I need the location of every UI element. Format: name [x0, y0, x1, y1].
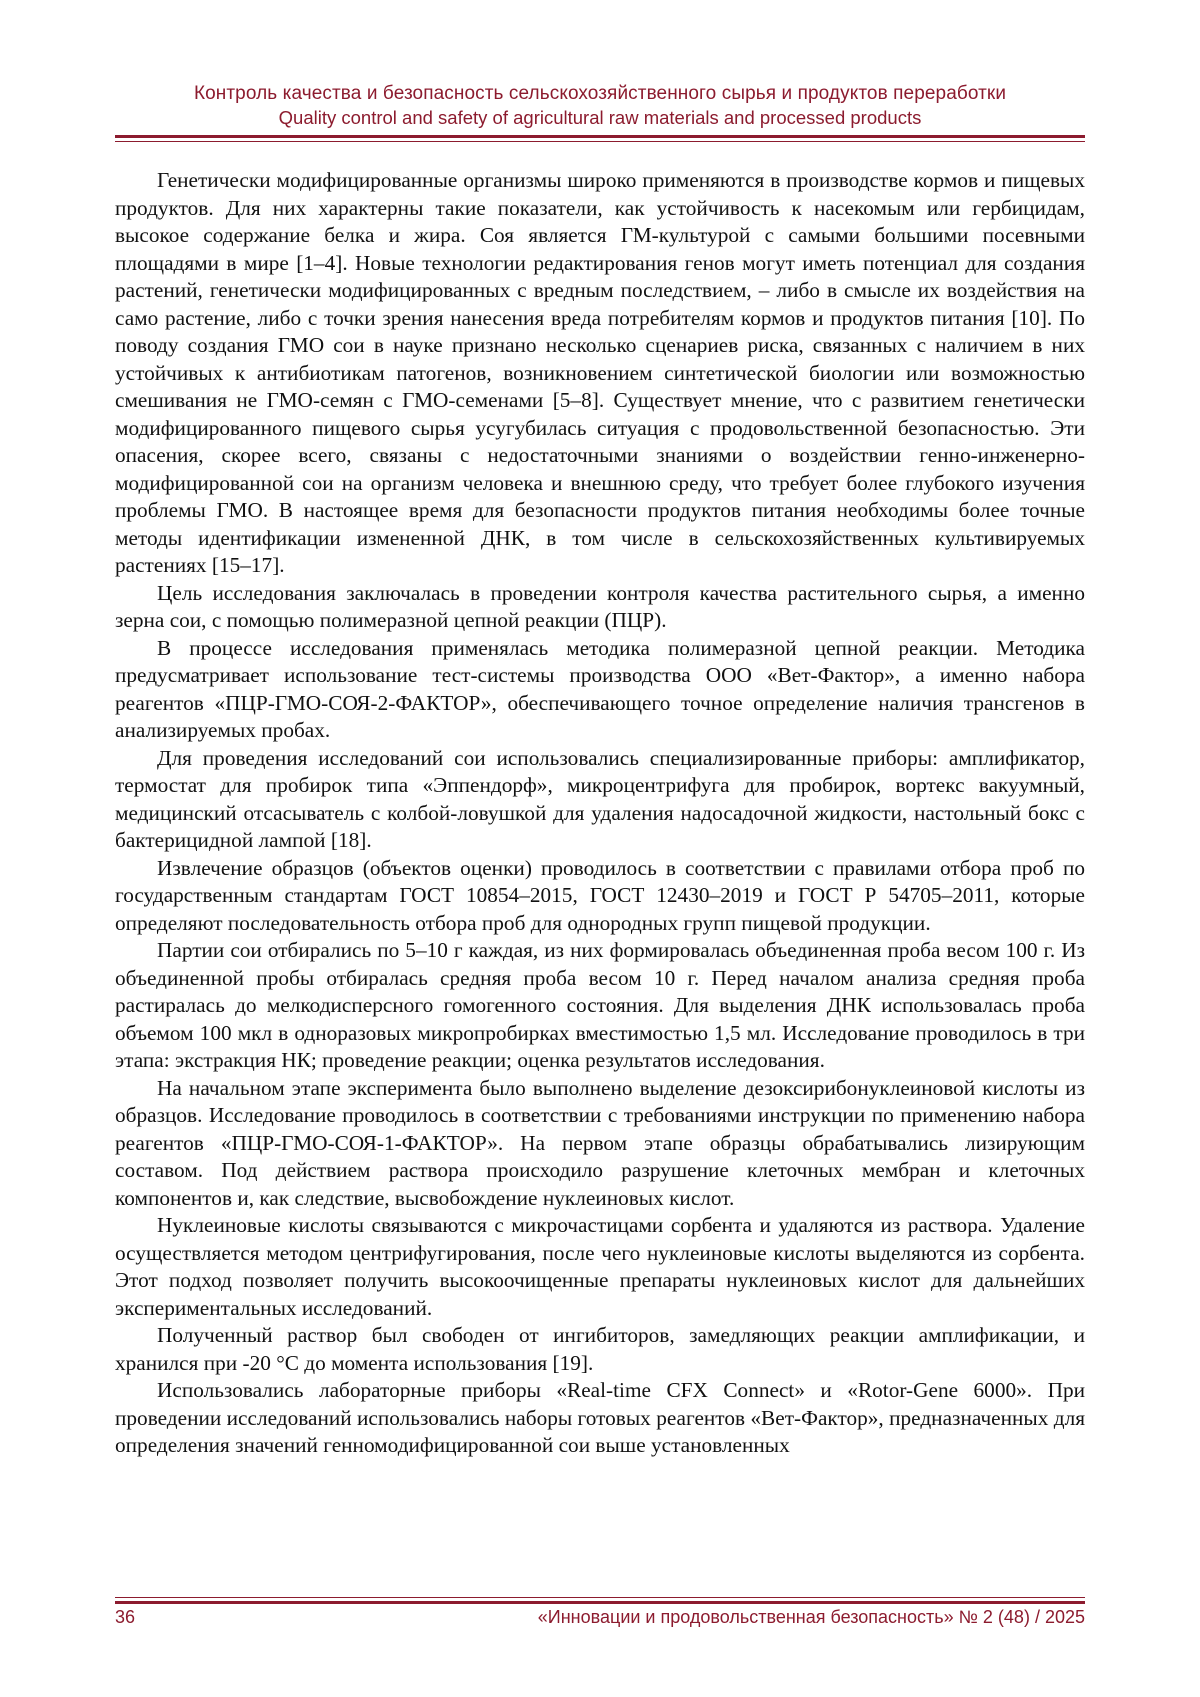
paragraph: Генетически модифицированные организмы широко применяются в производстве кормов и пищевых продуктов. Для них характерны такие показатели, как устойчивость к насекомым или гербицидам, высокое содержание белка и жира. Соя является ГМ-культурой с самыми большими посевными площадями в мире [1–4]. Новые технологии редактирования генов могут иметь потенциал для создания растений, генетически модифицированных с вредным последствием, – либо в смысле их воздействия на само растение, либо с точки зрения нанесения вреда потребителям кормов и продуктов питания [10]. По поводу создания ГМО сои в науке признано несколько сценариев риска, связанных с наличием в них устойчивых к антибиотикам патогенов, возникновением синтетической биологии или возможностью смешивания не ГМО-семян с ГМО-семенами [5–8]. Существует мнение, что с развитием генетически модифицированного пищевого сырья усугубилась ситуация с продовольственной безопасностью. Эти опасения, скорее всего, связаны с недостаточными знаниями о воздействии генно-инженерно- модифицированной сои на организм человека и внешнюю среду, что требует более глубокого изучения проблемы ГМО. В настоящее время для безопасности продуктов питания необходимы более точные методы идентификации измененной ДНК, в том числе в сельскохозяйственных культивируемых растениях [15–17]. — [115, 168, 1085, 577]
footer-rule-thick — [115, 1601, 1085, 1604]
paragraph: На начальном этапе эксперимента было выполнено выделение дезоксирибонуклеиновой кислоты из образцов. Исследование проводилось в соответствии с требованиями инструкции по применению набора реагентов «ПЦР-ГМО-СОЯ-1-ФАКТОР». На первом этапе образцы обрабатывались лизирующим составом. Под действием раствора происходило разрушение клеточных мембран и клеточных компонентов и, как следствие, высвобождение нуклеиновых кислот. — [115, 1075, 1085, 1210]
header-rule-thick — [115, 135, 1085, 138]
paragraph: В процессе исследования применялась методика полимеразной цепной реакции. Методика предусматривает использование тест-системы производства ООО «Вет-Фактор», а именно набора реагентов «ПЦР-ГМО-СОЯ-2-ФАКТОР», обеспечивающего точное определение наличия трансгенов в анализируемых пробах. — [115, 635, 1085, 742]
paragraph: Партии сои отбирались по 5–10 г каждая, из них формировалась объединенная проба весом 100 г. Из объединенной пробы отбиралась средняя проба весом 10 г. Перед началом анализа средняя проба растиралась до мелкодисперсного гомогенного состояния. Для выделения ДНК использовалась проба объемом 100 мкл в одноразовых микропробирках вместимостью 1,5 мл. Исследование проводилось в три этапа: экстракция НК; проведение реакции; оценка результатов исследования. — [115, 938, 1085, 1072]
paragraph: Использовались лабораторные приборы «Real-time CFX Connect» и «Rotor-Gene 6000». При проведении исследований использовались наборы готовых реагентов «Вет-Фактор», предназначенных для определения значений генномодифицированной сои выше установленных — [115, 1378, 1085, 1457]
running-footer — [115, 1607, 1085, 1633]
page-number: 36 — [115, 1607, 136, 1627]
paragraph: Цель исследования заключалась в проведении контроля качества растительного сырья, а именно зерна сои, с помощью полимеразной цепной реакции (ПЦР). — [115, 580, 1085, 632]
paragraph: Полученный раствор был свободен от ингибиторов, замедляющих реакции амплификации, и хранился при -20 °С до момента использования [19]. — [115, 1323, 1085, 1375]
footer-rule-thin — [115, 1597, 1085, 1598]
running-header — [115, 82, 1085, 130]
journal-citation: «Инновации и продовольственная безопасность» № 2 (48) / 2025 — [537, 1607, 1085, 1627]
header-title-en: Quality control and safety of agricultural raw materials and processed products — [278, 107, 922, 128]
paragraph: Извлечение образцов (объектов оценки) проводилось в соответствии с правилами отбора проб по государственным стандартам ГОСТ 10854–2015, ГОСТ 12430–2019 и ГОСТ Р 54705–2011, которые определяют последовательность отбора проб для однородных групп пищевой продукции. — [115, 855, 1085, 935]
article-body — [115, 167, 1085, 1460]
header-title-ru: Контроль качества и безопасность сельскохозяйственного сырья и продуктов переработки — [193, 83, 1007, 104]
paragraph: Нуклеиновые кислоты связываются с микрочастицами сорбента и удаляются из раствора. Удаление осуществляется методом центрифугирования, после чего нуклеиновые кислоты выделяются из сорбента. Этот подход позволяет получить высокоочищенные препараты нуклеиновых кислот для дальнейших экспериментальных исследований. — [115, 1213, 1085, 1320]
paragraph: Для проведения исследований сои использовались специализированные приборы: амплификатор, термостат для пробирок типа «Эппендорф», микроцентрифуга для пробирок, вортекс вакуумный, медицинский отсасыватель с колбой-ловушкой для удаления надосадочной жидкости, настольный бокс с бактерицидной лампой [18]. — [115, 745, 1085, 852]
header-rule-thin — [115, 141, 1085, 142]
